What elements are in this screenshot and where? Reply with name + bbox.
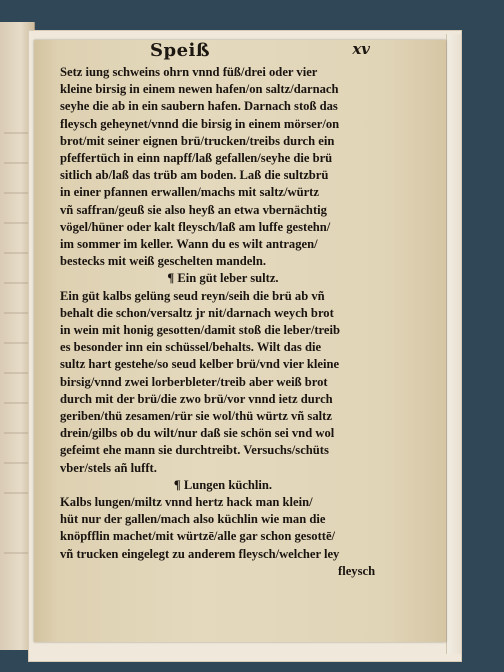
text-line: geriben/thü zesamen/rür sie wol/thü würtz vñ saltz (60, 409, 332, 424)
text-line: Kalbs lungen/miltz vnnd hertz hack man klein/ (60, 495, 313, 510)
text-line: kleine birsig in einem newen hafen/on saltz/darnach (60, 82, 339, 97)
text-line: Setz iung schweins ohrn vnnd füß/drei oder vier (60, 65, 318, 79)
section-heading: ¶ Lungen küchlin. (173, 477, 273, 492)
text-line: vber/stels añ lufft. (60, 460, 157, 475)
text-line: es besonder inn ein schüssel/behalts. Wilt das die (60, 340, 322, 355)
text-block (60, 64, 386, 580)
text-line: vñ saffran/geuß sie also heyß an etwa vbernächtig (60, 202, 327, 217)
running-title: Speiß (150, 40, 211, 61)
catchword: fleysch (338, 563, 376, 578)
text-line: birsig/vnnd zwei lorberbleter/treib aber weiß brot (60, 374, 328, 389)
text-line: knöpfflin machet/mit würtzē/alle gar schon gesottē/ (60, 529, 336, 544)
text-line: behalt die schon/versaltz jr nit/darnach weych brot (60, 305, 334, 320)
text-line: vñ trucken eingelegt zu anderem fleysch/welcher ley (60, 546, 340, 561)
page-stack-edge (446, 34, 461, 654)
text-line: bestecks mit weiß geschelten mandeln. (60, 254, 267, 269)
text-line: hüt nur der gallen/mach also küchlin wie man die (60, 512, 326, 527)
text-line: durch mit der brü/die zwo brü/vor vnnd ietz durch (60, 391, 333, 406)
text-line: Ein güt kalbs gelüng seud reyn/seih die brü ab vñ (60, 288, 325, 303)
text-line: im sommer im keller. Wann du es wilt antragen/ (60, 237, 318, 252)
text-line: brot/mit seiner eignen brü/trucken/treibs durch ein (60, 133, 335, 148)
text-line: seyhe die ab in ein saubern hafen. Darnach stoß das (60, 99, 338, 114)
page-header (150, 40, 370, 62)
text-line: fleysch geheynet/vnnd die birsig in einem mörser/on (60, 116, 340, 131)
text-line: pfeffertüch in einn napff/laß gefallen/seyhe die brü (60, 151, 333, 166)
text-line: sultz hart gestehe/so seud kelber brü/vnd vier kleine (60, 357, 340, 372)
text-line: in einer pfannen erwallen/machs mit saltz/würtz (60, 185, 319, 200)
folio-number: xv (352, 40, 370, 58)
text-line: gefeimt ehe mann sie durchtreibt. Versuchs/schüts (60, 443, 329, 458)
text-line: drein/gilbs ob du wilt/nur daß sie schön sei vnd wol (60, 426, 335, 441)
text-line: in wein mit honig gesotten/damit stoß die leber/treib (60, 323, 340, 338)
text-line: sitlich ab/laß das trüb am boden. Laß die sultzbrü (60, 168, 329, 183)
section-heading: ¶ Ein güt leber sultz. (167, 271, 279, 286)
text-line: vögel/hüner oder kalt fleysch/laß am luffe gestehn/ (60, 219, 331, 234)
